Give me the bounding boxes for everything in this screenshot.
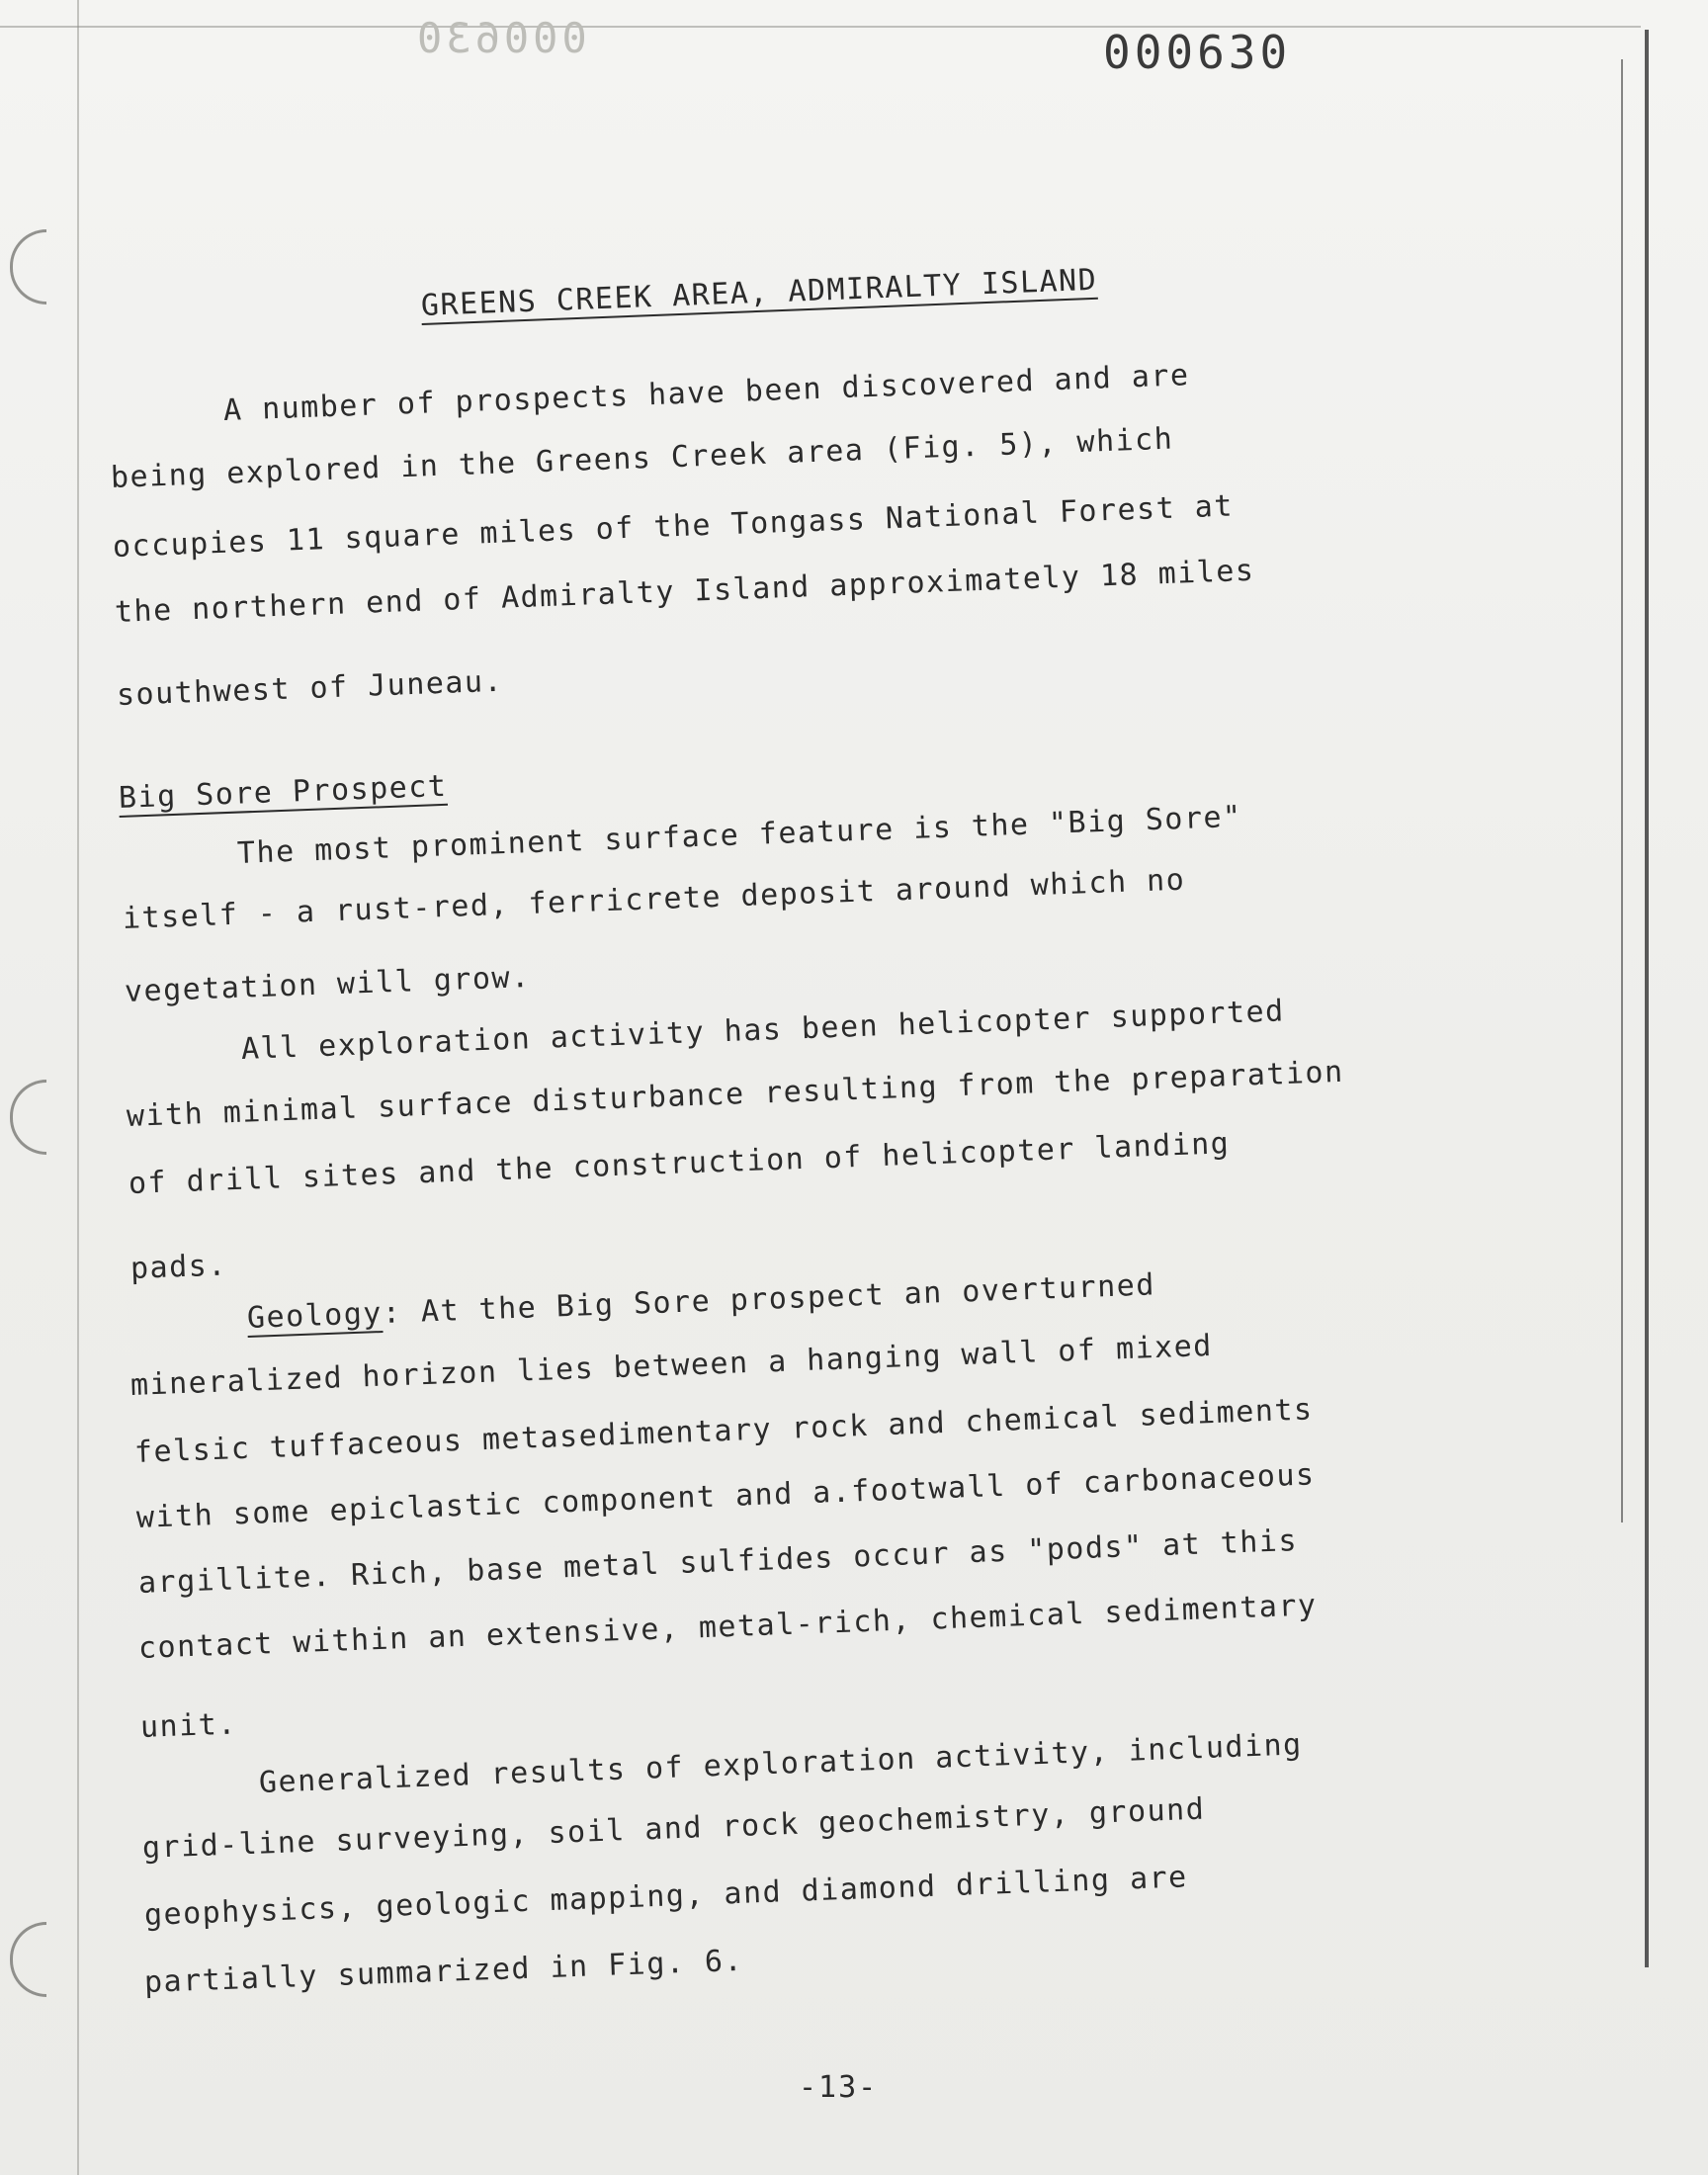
intro-line-2: being explored in the Greens Creek area (Fig. 5), which	[110, 421, 1174, 495]
scan-edge-right-inner	[1621, 59, 1623, 1522]
scan-edge-left	[77, 0, 79, 2175]
intro-line-3: occupies 11 square miles of the Tongass National Forest at	[112, 488, 1235, 565]
para4-line-3: geophysics, geologic mapping, and diamond drilling are	[143, 1860, 1189, 1933]
geology-line-3: felsic tuffaceous metasedimentary rock and chemical sediments	[133, 1392, 1315, 1470]
document-title: GREENS CREEK AREA, ADMIRALTY ISLAND	[420, 262, 1098, 323]
para4-line-4: partially summarized in Fig. 6.	[143, 1943, 744, 2000]
geology-label: Geology	[246, 1295, 384, 1336]
geology-line-6: contact within an extensive, metal-rich, chemical sedimentary	[137, 1588, 1319, 1666]
page-number: -13-	[799, 2070, 879, 2105]
section-heading: Big Sore Prospect	[118, 768, 448, 816]
geology-line-1-text: : At the Big Sore prospect an overturned	[382, 1267, 1156, 1331]
punch-hole-middle	[10, 1080, 46, 1155]
geology-line-7: unit.	[139, 1706, 238, 1745]
para2-line-2: with minimal surface disturbance resulting from the preparation	[126, 1054, 1345, 1134]
para1-line-2: itself - a rust-red, ferricrete deposit around which no	[122, 862, 1186, 936]
intro-line-5: southwest of Juneau.	[116, 663, 504, 713]
geology-line-2: mineralized horizon lies between a hanging wall of mixed	[129, 1328, 1214, 1403]
para4-line-1: Generalized results of exploration activity, including	[258, 1727, 1304, 1800]
intro-line-4: the northern end of Admiralty Island approximately 18 miles	[114, 553, 1256, 630]
document-stamp-number: 000630	[1103, 26, 1292, 79]
punch-hole-top	[10, 229, 46, 304]
para2-line-4: pads.	[129, 1248, 228, 1286]
para2-line-1: All exploration activity has been helicopter supported	[240, 994, 1286, 1067]
para2-line-3: of drill sites and the construction of helicopter landing	[128, 1126, 1231, 1201]
scan-edge-top	[0, 26, 1641, 28]
scan-edge-right-outer	[1645, 30, 1649, 1967]
geology-line-1	[246, 1267, 1155, 1336]
geology-line-4: with some epiclastic component and a.footwall of carbonaceous	[135, 1457, 1317, 1535]
geology-line-5: argillite. Rich, base metal sulfides occur as "pods" at this	[137, 1523, 1299, 1601]
intro-line-1: A number of prospects have been discovered and are	[222, 358, 1191, 428]
para1-line-1: The most prominent surface feature is the "Big Sore"	[236, 799, 1243, 871]
punch-hole-bottom	[10, 1922, 46, 1997]
para1-line-3: vegetation will grow.	[124, 959, 532, 1009]
para4-line-2: grid-line surveying, soil and rock geochemistry, ground	[141, 1791, 1206, 1866]
stamp-bleedthrough: 000630	[413, 14, 587, 62]
